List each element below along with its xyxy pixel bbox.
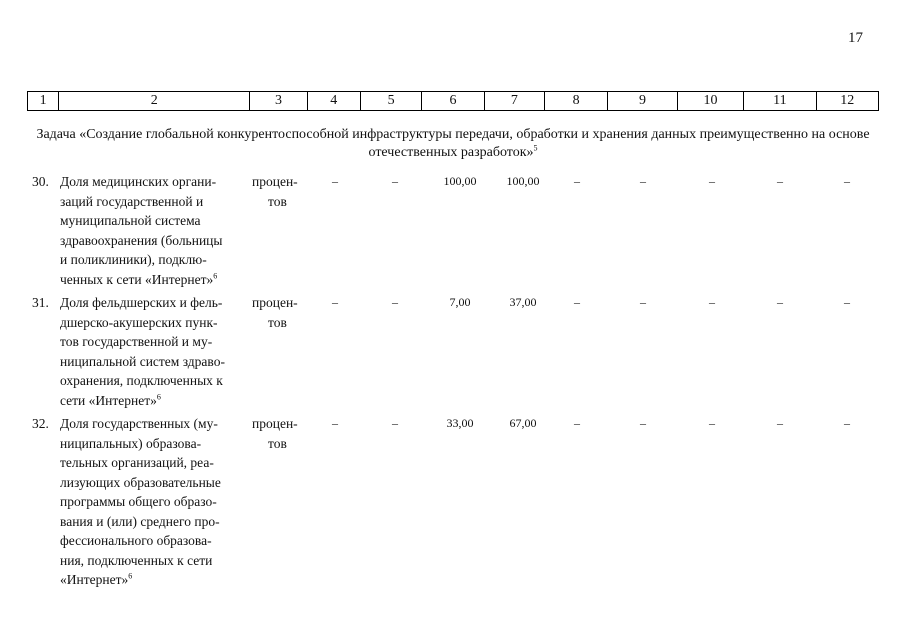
value-col-12: – xyxy=(844,416,850,430)
column-header-cell: 2 xyxy=(59,92,250,111)
name-line-last: ченных к сети «Интернет»$^6$ xyxy=(60,271,218,287)
name-line: муниципальной система xyxy=(60,213,201,228)
name-line: дшерско-акушерских пунк- xyxy=(60,314,218,330)
column-header-cell: 6 xyxy=(422,92,484,111)
column-header-cell: 10 xyxy=(677,92,743,111)
unit-of-measure: процен- тов xyxy=(252,416,298,451)
value-col-7: 37,00 xyxy=(509,295,537,309)
name-line: и поликлиники), подклю- xyxy=(60,252,207,267)
column-header-cell: 9 xyxy=(608,92,677,111)
value-col-5: – xyxy=(392,295,398,309)
name-line: охранения, подключенных к xyxy=(60,373,223,388)
value-col-5: – xyxy=(392,416,398,430)
value-col-9: – xyxy=(640,174,646,188)
row-number: 30. xyxy=(32,174,49,189)
name-line: Доля фельдшерских и фель- xyxy=(60,295,223,310)
value-col-4: – xyxy=(332,416,338,430)
footnote-marker: 6 xyxy=(128,571,133,581)
value-col-7: 100,00 xyxy=(506,174,540,188)
value-col-10: – xyxy=(709,174,715,188)
value-col-7: 67,00 xyxy=(509,416,537,430)
column-header-cell: 5 xyxy=(360,92,421,111)
value-col-12: – xyxy=(844,295,850,309)
unit-of-measure: процен- тов xyxy=(252,174,298,209)
name-line: лизующих образовательные xyxy=(60,474,221,490)
value-col-9: – xyxy=(640,416,646,430)
name-line: Доля государственных (му- xyxy=(60,416,218,431)
value-col-10: – xyxy=(709,295,715,309)
value-col-11: – xyxy=(777,416,783,430)
column-header-cell: 3 xyxy=(250,92,307,111)
column-number-header xyxy=(27,91,879,111)
name-line-last: сети «Интернет»$^6$ xyxy=(60,392,161,408)
row-number: 32. xyxy=(32,416,49,431)
value-col-11: – xyxy=(777,295,783,309)
column-header-cell: 11 xyxy=(744,92,816,111)
footnote-marker: 6 xyxy=(156,392,161,401)
indicator-name xyxy=(60,293,244,410)
name-line: тов государственной и му- xyxy=(60,334,213,349)
column-header-cell: 4 xyxy=(307,92,360,111)
row-number: 31. xyxy=(32,295,49,310)
name-line: программы общего образо- xyxy=(60,494,217,509)
name-line: вания и (или) среднего про- xyxy=(60,513,220,529)
task-text: Задача «Создание глобальной конкурентоспособной инфраструктуры передачи, обработки и хранения данных преимущественно на основе отечественных разработок» xyxy=(36,127,870,160)
value-col-8: – xyxy=(574,295,580,309)
value-col-6: 7,00 xyxy=(449,295,471,309)
value-col-11: – xyxy=(777,174,783,188)
footnote-marker: 5 xyxy=(533,143,538,153)
value-col-12: – xyxy=(844,174,850,188)
value-col-8: – xyxy=(574,416,580,430)
name-line: ниципальных) образова- xyxy=(60,435,202,451)
name-line: тельных организаций, реа- xyxy=(60,455,214,470)
column-header-cell: 12 xyxy=(816,92,878,111)
task-heading xyxy=(27,126,879,162)
value-col-6: 33,00 xyxy=(446,416,474,430)
name-line: фессионального образова- xyxy=(60,533,212,548)
value-col-6: 100,00 xyxy=(443,174,477,188)
name-line: Доля медицинских органи- xyxy=(60,174,217,189)
indicator-name xyxy=(60,172,244,289)
indicator-name xyxy=(60,414,244,590)
footnote-marker: 6 xyxy=(213,271,218,280)
value-col-4: – xyxy=(332,295,338,309)
name-line-last: «Интернет»$^6$ xyxy=(60,571,133,587)
value-col-8: – xyxy=(574,174,580,188)
value-col-5: – xyxy=(392,174,398,188)
name-line: здравоохранения (больницы xyxy=(60,232,223,248)
page-number: 17 xyxy=(848,30,863,46)
value-col-10: – xyxy=(709,416,715,430)
value-col-9: – xyxy=(640,295,646,309)
column-header-cell: 8 xyxy=(544,92,607,111)
value-col-4: – xyxy=(332,174,338,188)
name-line: заций государственной и xyxy=(60,193,204,209)
name-line: ния, подключенных к сети xyxy=(60,552,213,568)
name-line: ниципальной систем здраво- xyxy=(60,353,225,369)
unit-of-measure: процен- тов xyxy=(252,295,298,330)
column-header-cell: 7 xyxy=(484,92,544,111)
column-header-cell: 1 xyxy=(28,92,59,111)
